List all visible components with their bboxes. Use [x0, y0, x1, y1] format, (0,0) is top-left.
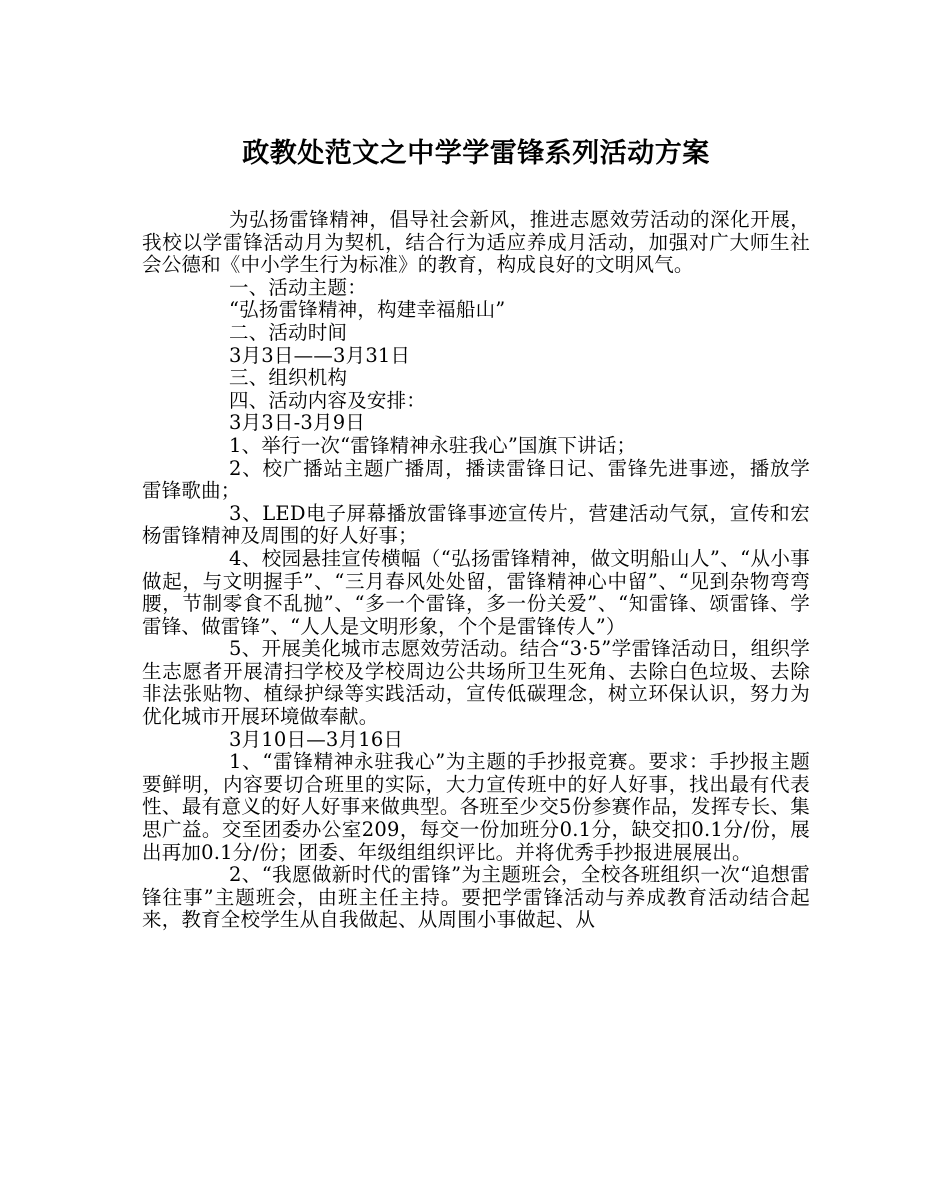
week2-range: 3月10日—3月16日: [229, 727, 404, 751]
document-body: [142, 209, 810, 932]
section-org-heading: 三、组织机构: [229, 366, 348, 390]
document-title: 政教处范文之中学学雷锋系列活动方案: [242, 138, 710, 169]
section-time-heading: 二、活动时间: [229, 320, 348, 344]
week1-item: 2、校广播站主题广播周，播读雷锋日记、雷锋先进事迹，播放学雷锋歌曲；: [142, 456, 810, 503]
intro-paragraph: 为弘扬雷锋精神，倡导社会新风，推进志愿效劳活动的深化开展，我校以学雷锋活动月为契机，结合行为适应养成月活动，加强对广大师生社会公德和《中小学生行为标准》的教育，构成良好的文明风气。: [142, 208, 810, 277]
week1-item: 4、校园悬挂宣传横幅（“弘扬雷锋精神，做文明船山人”、“从小事做起，与文明握手”、“三月春风处处留，雷锋精神心中留”、“见到杂物弯弯腰，节制零食不乱抛”、“多一个雷锋，多一份关爱”、“知雷锋、颂雷锋、学雷锋、做雷锋”、“人人是文明形象，个个是雷锋传人”）: [142, 546, 810, 638]
week1-range: 3月3日-3月9日: [229, 411, 366, 435]
week2-item: 1、“雷锋精神永驻我心”为主题的手抄报竞赛。要求：手抄报主题要鲜明，内容要切合班里的实际，大力宣传班中的好人好事，找出最有代表性、最有意义的好人好事来做典型。各班至少交5份参赛作品，发挥专长、集思广益。交至团委办公室209，每交一份加班分0.1分，缺交扣0.1分/份，展出再加0.1分/份；团委、年级组组织评比。并将优秀手抄报进展展出。: [142, 750, 810, 864]
theme-text: “弘扬雷锋精神，构建幸福船山”: [229, 298, 506, 322]
time-text: 3月3日——3月31日: [229, 343, 411, 367]
week1-item: 5、开展美化城市志愿效劳活动。结合“3·5”学雷锋活动日，组织学生志愿者开展清扫学校及学校周边公共场所卫生死角、去除白色垃圾、去除非法张贴物、植绿护绿等实践活动，宣传低碳理念，树立环保认识，努力为优化城市开展环境做奉献。: [142, 637, 810, 729]
week2-item: 2、“我愿做新时代的雷锋”为主题班会，全校各班组织一次“追想雷锋往事”主题班会，由班主任主持。要把学雷锋活动与养成教育活动结合起来，教育全校学生从自我做起、从周围小事做起、从: [142, 863, 810, 932]
week1-item: 3、LED电子屏幕播放雷锋事迹宣传片，营建活动气氛，宣传和宏杨雷锋精神及周围的好人好事；: [142, 501, 810, 548]
week1-item: 1、举行一次“雷锋精神永驻我心”国旗下讲话；: [229, 433, 637, 457]
section-content-heading: 四、活动内容及安排：: [229, 388, 427, 412]
section-theme-heading: 一、活动主题：: [229, 275, 367, 299]
